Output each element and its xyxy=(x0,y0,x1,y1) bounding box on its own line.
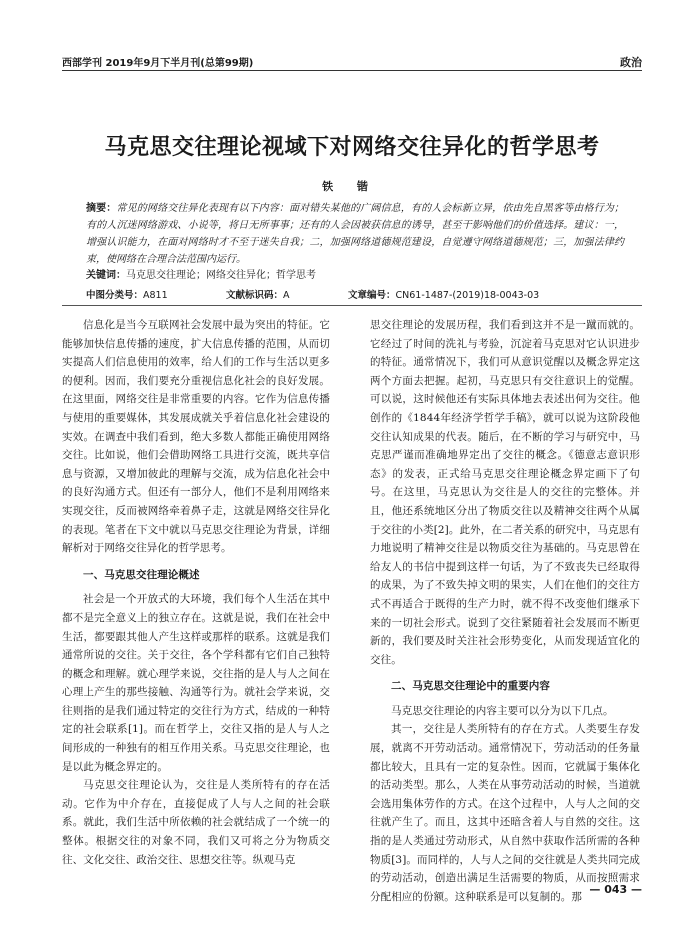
paragraph: 社会是一个开放式的大环境，我们每个人生活在其中都不是完全意义上的独立存在。这就是说，我们在社会中生活，都要跟其他人产生这样或那样的联系。这就是我们通常所说的交往。关于交往，各个学科都有它们自己独特的概念和理解。就心理学来说，交往指的是人与人之间在心理上产生的那些接触、沟通等行为。就社会学来说，交往则指的是我们通过特定的交往行为方式，结成的一种特定的社会联系[1]。而在哲学上，交往又指的是人与人之间形成的一种独有的相互作用关系。马克思交往理论，也是以此为概念界定的。 xyxy=(62,593,330,773)
keywords-label: 关键词： xyxy=(86,270,126,281)
meta-rule xyxy=(62,305,642,306)
paragraph: 马克思交往理论认为，交往是人类所特有的存在活动。它作为中介存在，直接促成了人与人之间的社会联系。就此，我们生活中所依赖的社会就结成了一个统一的整体。根据交往的对象不同，我们又可将之分为物质交往、文化交往、政治交往、思想交往等。纵观马克 xyxy=(62,779,330,866)
abstract-label: 摘要： xyxy=(86,203,117,214)
article-number: 文章编号：CN61-1487-(2019)18-0043-03 xyxy=(348,290,540,301)
section-label: 政治 xyxy=(620,56,642,69)
paragraph: 其一，交往是人类所特有的存在方式。人类要生存发展，就离不开劳动活动。通常情况下，劳动活动的任务量都比较大，且具有一定的复杂性。因而，它就属于集体化的活动类型。那么，人类在从事劳动活动的时候，当道就会选用集体劳作的方式。在这个过程中，人与人之间的交往就产生了。而且，这其中还暗含着人与自然的交往。这指的是人类通过劳动形式，从自然中获取作活所需的各种物质[3]。而同样的，人与人之间的交往就是人类共同完成的劳动活动，创造出满足生活需要的物质，从而按照需求分配相应的份额。这种联系是可以复制的。那 xyxy=(370,723,640,903)
section-heading: 一、马克思交往理论概述 xyxy=(83,568,200,581)
document-code: 文献标识码：A xyxy=(226,290,290,301)
page-number: — 043 — xyxy=(589,883,642,896)
article-title: 马克思交往理论视域下对网络交往异化的哲学思考 xyxy=(104,134,600,160)
paragraph: 信息化是当今互联网社会发展中最为突出的特征。它能够加快信息传播的速度，扩大信息传播的范围，从而切实提高人们信息使用的效率，给人们的工作与生活以更多的便利。因而，我们要充分重视信息化社会的良好发展。在这里面，网络交往是非常重要的内容。它作为信息传播与使用的重要媒体，其发展成就关乎着信息化社会建设的实效。在调查中我们看到，绝大多数人都能正确使用网络交往。比如说，他们会借助网络工具进行交流，既共享信息与资源，又增加彼此的理解与交流，成为信息化社会中的良好沟通方式。但还有一部分人，他们不是利用网络来实现交往，反而被网络牵着鼻子走，这就是网络交往异化的表现。笔者在下文中就以马克思交往理论为背景，详细解析对于网络交往异化的哲学思考。 xyxy=(62,319,330,555)
section-heading: 二、马克思交往理论中的重要内容 xyxy=(391,680,550,693)
keywords xyxy=(86,268,624,284)
header-rule xyxy=(62,70,642,71)
journal-issue: 西部学刊 2019年9月下半月刊(总第99期) xyxy=(62,58,254,69)
paragraph: 马克思交往理论的内容主要可以分为以下几点。 xyxy=(391,704,614,717)
classification-line xyxy=(86,287,624,301)
right-column xyxy=(370,316,640,906)
running-header xyxy=(62,54,642,70)
keywords-text: 马克思交往理论；网络交往异化；哲学思考 xyxy=(126,270,316,281)
clc-number: 中图分类号：A811 xyxy=(86,290,168,301)
abstract xyxy=(86,200,624,268)
abstract-text: 常见的网络交往异化表现有以下内容：面对错失某他的广阔信息，有的人会标新立异，依由先自黑客等由格行为；有的人沉迷网络游戏、小说等，将日无所事事；还有的人会因被获信息的诱导，甚至干影响他们的价值选择。建议：一，增强认识能力，在面对网络时才不至于迷失自我；二，加强网络道德规范建设，自觉遵守网络道德规范；三，加强法律约束，使网络在合理合法范围内运行。 xyxy=(86,203,625,265)
paragraph: 思交往理论的发展历程，我们看到这并不是一蹴而就的。它经过了时间的洗礼与考验，沉淀着马克思对它认识进步的特征。通常情况下，我们可从意识觉醒以及概念界定这两个方面去把握。起初，马克思只有交往意识上的觉醒。可以说，这时候他还有实际具体地去表述出何为交往。他创作的《1844年经济学哲学手稿》，就可以说为这阶段他交往认知成果的代表。随后，在不断的学习与研究中，马克思严谨而准确地界定出了交往的概念。《德意志意识形态》的发表，正式给马克思交往理论概念界定画下了句号。在这里，马克思认为交往是人的交往的完整体。并且，他还系统地区分出了物质交往以及精神交往两个从属于交往的小类[2]。此外，在二者关系的研究中，马克思有力地说明了精神交往是以物质交往为基础的。马克思曾在给友人的书信中提到这样一句话，为了不致丧失已经取得的成果，为了不致失掉文明的果实，人们在他们的交往方式不再适合于既得的生产力时，就不得不改变他们继承下来的一切社会形式。说到了交往紧随着社会发展而不断更新的，我们要及时关注社会形势变化，从而发现适宜化的交往。 xyxy=(370,319,640,666)
author-name: 铁 锴 xyxy=(322,180,378,193)
left-column xyxy=(62,316,330,869)
